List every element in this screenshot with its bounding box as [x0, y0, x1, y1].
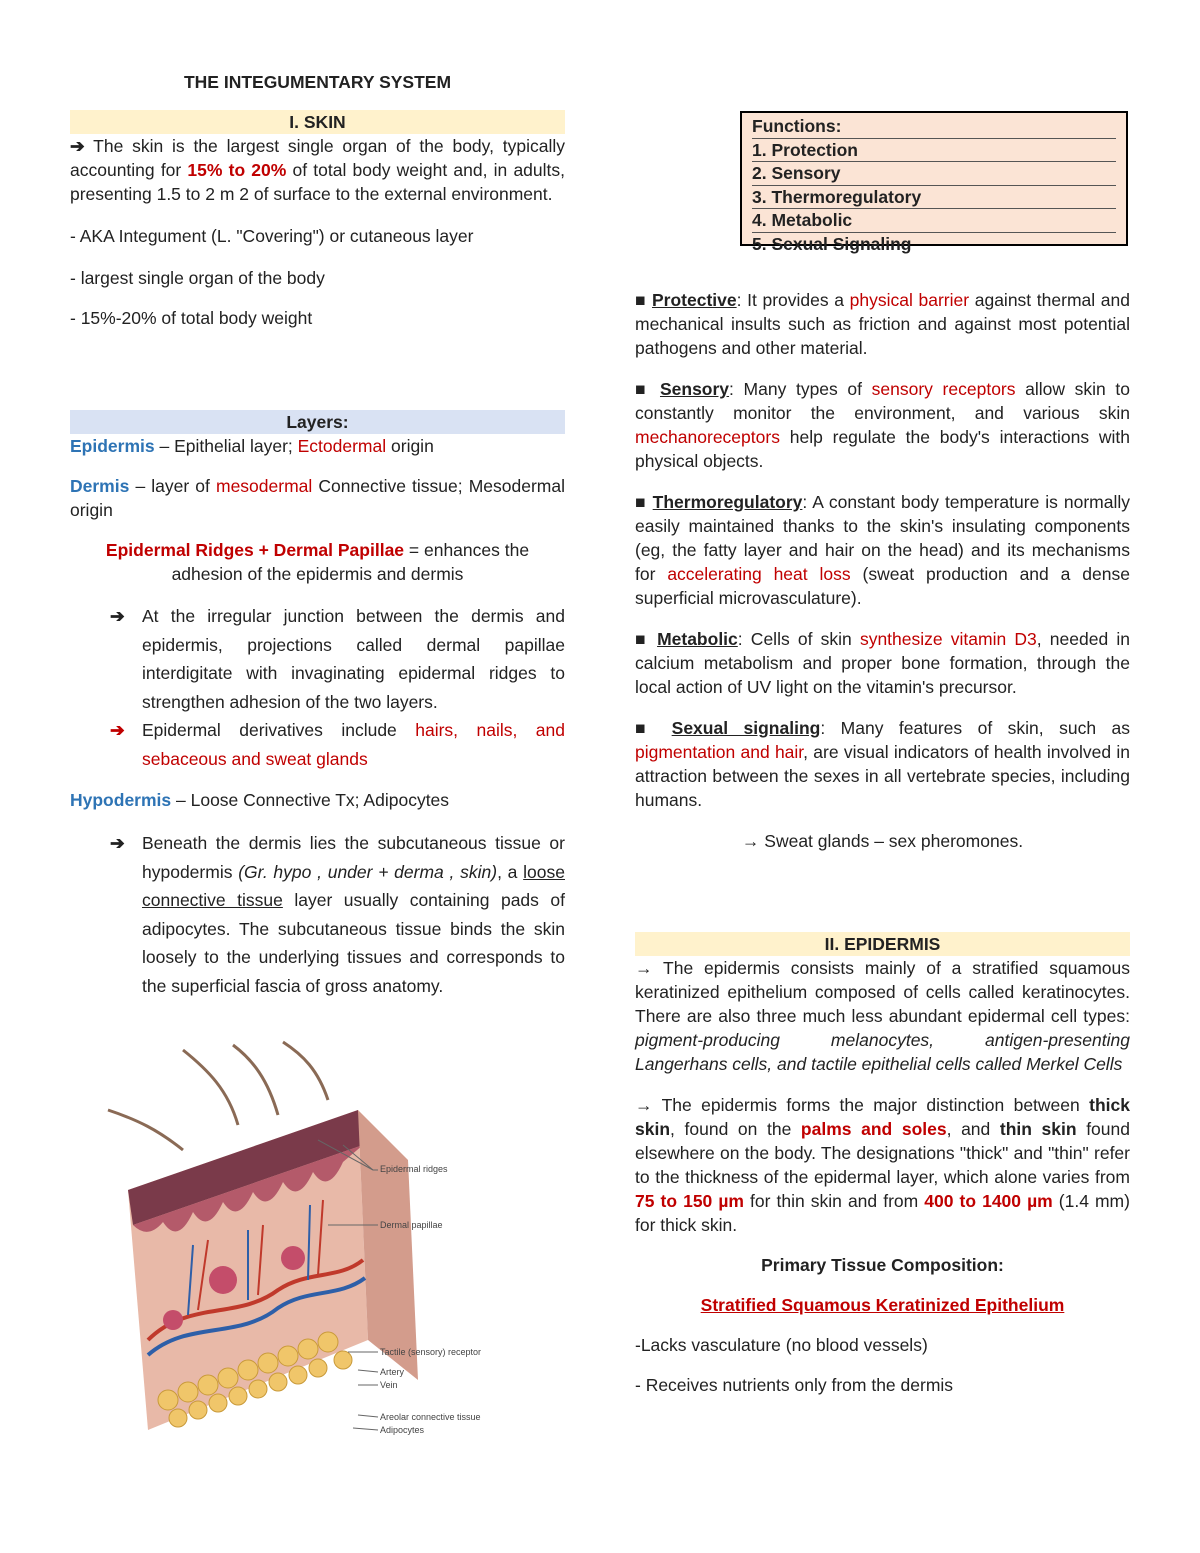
skin-diagram [88, 1040, 508, 1450]
ptc-note: - Receives nutrients only from the dermis [635, 1375, 954, 1395]
gland-shape [281, 1246, 305, 1270]
arrow-icon: ➔ [110, 720, 125, 740]
bullet-icon: ■ [635, 290, 647, 310]
list-item: ➔ Beneath the dermis lies the subcutaneous tissue or hypodermis (Gr. hypo , under + derma , skin), a loose connective tissue layer usually containing pads of adipocytes. The subcutaneous tissue binds the skin loosely to the underlying tissues and corresponds to the superficial fascia of gross anatomy. [70, 829, 565, 1000]
arrow-icon: ➔ [110, 606, 125, 626]
epidermis-line: Epidermis – Epithelial layer; Ectodermal origin [70, 436, 434, 456]
arrow-icon: ➔ [110, 833, 125, 853]
metabolic-paragraph: ■ Metabolic: Cells of skin synthesize vitamin D3, needed in calcium metabolism and proper bone formation, through the local action of UV light on the vitamin's precursor. [635, 629, 1130, 697]
figure-label: Dermal papillae [380, 1220, 443, 1230]
protective-paragraph: ■ Protective: It provides a physical barrier against thermal and mechanical insults such as friction and against most potential pathogens and other material. [635, 290, 1130, 358]
bullet-icon: ■ [635, 379, 651, 399]
epidermis-section [635, 932, 1130, 1397]
skin-section [70, 110, 565, 330]
skin-note: - AKA Integument (L. "Covering") or cutaneous layer [70, 226, 474, 246]
figure-label: Tactile (sensory) receptor [380, 1347, 482, 1357]
function-item: 2. Sensory [752, 162, 1116, 186]
figure-label: Epidermal ridges [380, 1164, 448, 1174]
function-item: 3. Thermoregulatory [752, 186, 1116, 210]
sensory-paragraph: ■ Sensory: Many types of sensory receptors allow skin to constantly monitor the environment, and various skin mechanoreceptors help regulate the body's interactions with physical objects. [635, 379, 1130, 471]
thermo-paragraph: ■ Thermoregulatory: A constant body temperature is normally easily maintained thanks to the skin's insulating components (eg, the fatty layer and hair on the head) and its mechanisms for accelerating heat loss (sweat production and a dense superficial microvasculature). [635, 492, 1130, 608]
hair-shape [283, 1042, 328, 1100]
ptc-type: Stratified Squamous Keratinized Epithelium [700, 1295, 1065, 1315]
function-item: 5. Sexual Signaling [752, 233, 912, 254]
list-item: ➔ Epidermal derivatives include hairs, nails, and sebaceous and sweat glands [70, 716, 565, 773]
list-item: ➔ At the irregular junction between the dermis and epidermis, projections called dermal papillae interdigitate with invaginating epidermal ridges to strengthen adhesion of the two layers. [70, 602, 565, 716]
arrow-icon: ➔ [70, 136, 85, 156]
epidermis-paragraph-2: → The epidermis forms the major distinction between thick skin, found on the palms and soles, and thin skin found elsewhere on the body. The designations "thick" and "thin" refer to the thickness of the epidermal layer, which alone varies from 75 to 150 µm for thin skin and from 400 to 1400 µm (1.4 mm) for thick skin. [635, 1095, 1130, 1235]
figure-label: Adipocytes [380, 1425, 425, 1435]
skin-note: - 15%-20% of total body weight [70, 308, 313, 328]
functions-box [740, 111, 1128, 254]
hair-shape [183, 1050, 238, 1125]
layers-bullets [70, 602, 565, 773]
bullet-icon: ■ [635, 492, 647, 512]
skin-intro: ➔ The skin is the largest single organ of the body, typically accounting for 15% to 20% of total body weight and, in adults, presenting 1.5 to 2 m 2 of surface to the external environment. [70, 136, 566, 204]
sexual-paragraph: ■ Sexual signaling: Many features of skin, such as pigmentation and hair, are visual indicators of health involved in attraction between the sexes in all vertebrate species, including humans. [635, 718, 1130, 810]
skin-note: - largest single organ of the body [70, 268, 325, 288]
hair-shape [108, 1110, 183, 1150]
hypodermis-line: Hypodermis – Loose Connective Tx; Adipocytes [70, 790, 450, 810]
gland-shape [163, 1310, 183, 1330]
bullet-icon: ■ [635, 718, 657, 738]
hypodermis-bullet [70, 829, 565, 1000]
skin-heading: I. SKIN [70, 110, 565, 134]
page-title: THE INTEGUMENTARY SYSTEM [183, 72, 452, 92]
figure-label: Vein [380, 1380, 398, 1390]
function-item: 4. Metabolic [752, 209, 1116, 233]
ridges-line: Epidermal Ridges + Dermal Papillae = enhances the adhesion of the epidermis and dermis [105, 540, 530, 584]
epidermis-paragraph-1: → The epidermis consists mainly of a stratified squamous keratinized epithelium composed of cells called keratinocytes. There are also three much less abundant epidermal cell types: pigment-producing melanocytes, antigen-presenting Langerhans cells, and tactile epithelial cells called Merkel Cells [635, 958, 1130, 1074]
functions-heading: Functions: [752, 115, 1116, 139]
hair-shape [233, 1045, 278, 1115]
sweat-note: → Sweat glands – sex pheromones. [741, 831, 1024, 851]
function-item: 1. Protection [752, 139, 1116, 163]
function-details [635, 288, 1130, 853]
figure-label: Artery [380, 1367, 405, 1377]
layers-heading: Layers: [70, 410, 565, 434]
dermis-line: Dermis – layer of mesodermal Connective tissue; Mesodermal origin [70, 476, 565, 520]
gland-shape [209, 1266, 237, 1294]
epidermis-heading: II. EPIDERMIS [635, 932, 1130, 956]
figure-label: Areolar connective tissue [380, 1412, 481, 1422]
bullet-icon: ■ [635, 629, 649, 649]
ptc-heading: Primary Tissue Composition: [761, 1255, 1004, 1275]
layers-section [70, 410, 565, 586]
ptc-note: -Lacks vasculature (no blood vessels) [635, 1335, 928, 1355]
